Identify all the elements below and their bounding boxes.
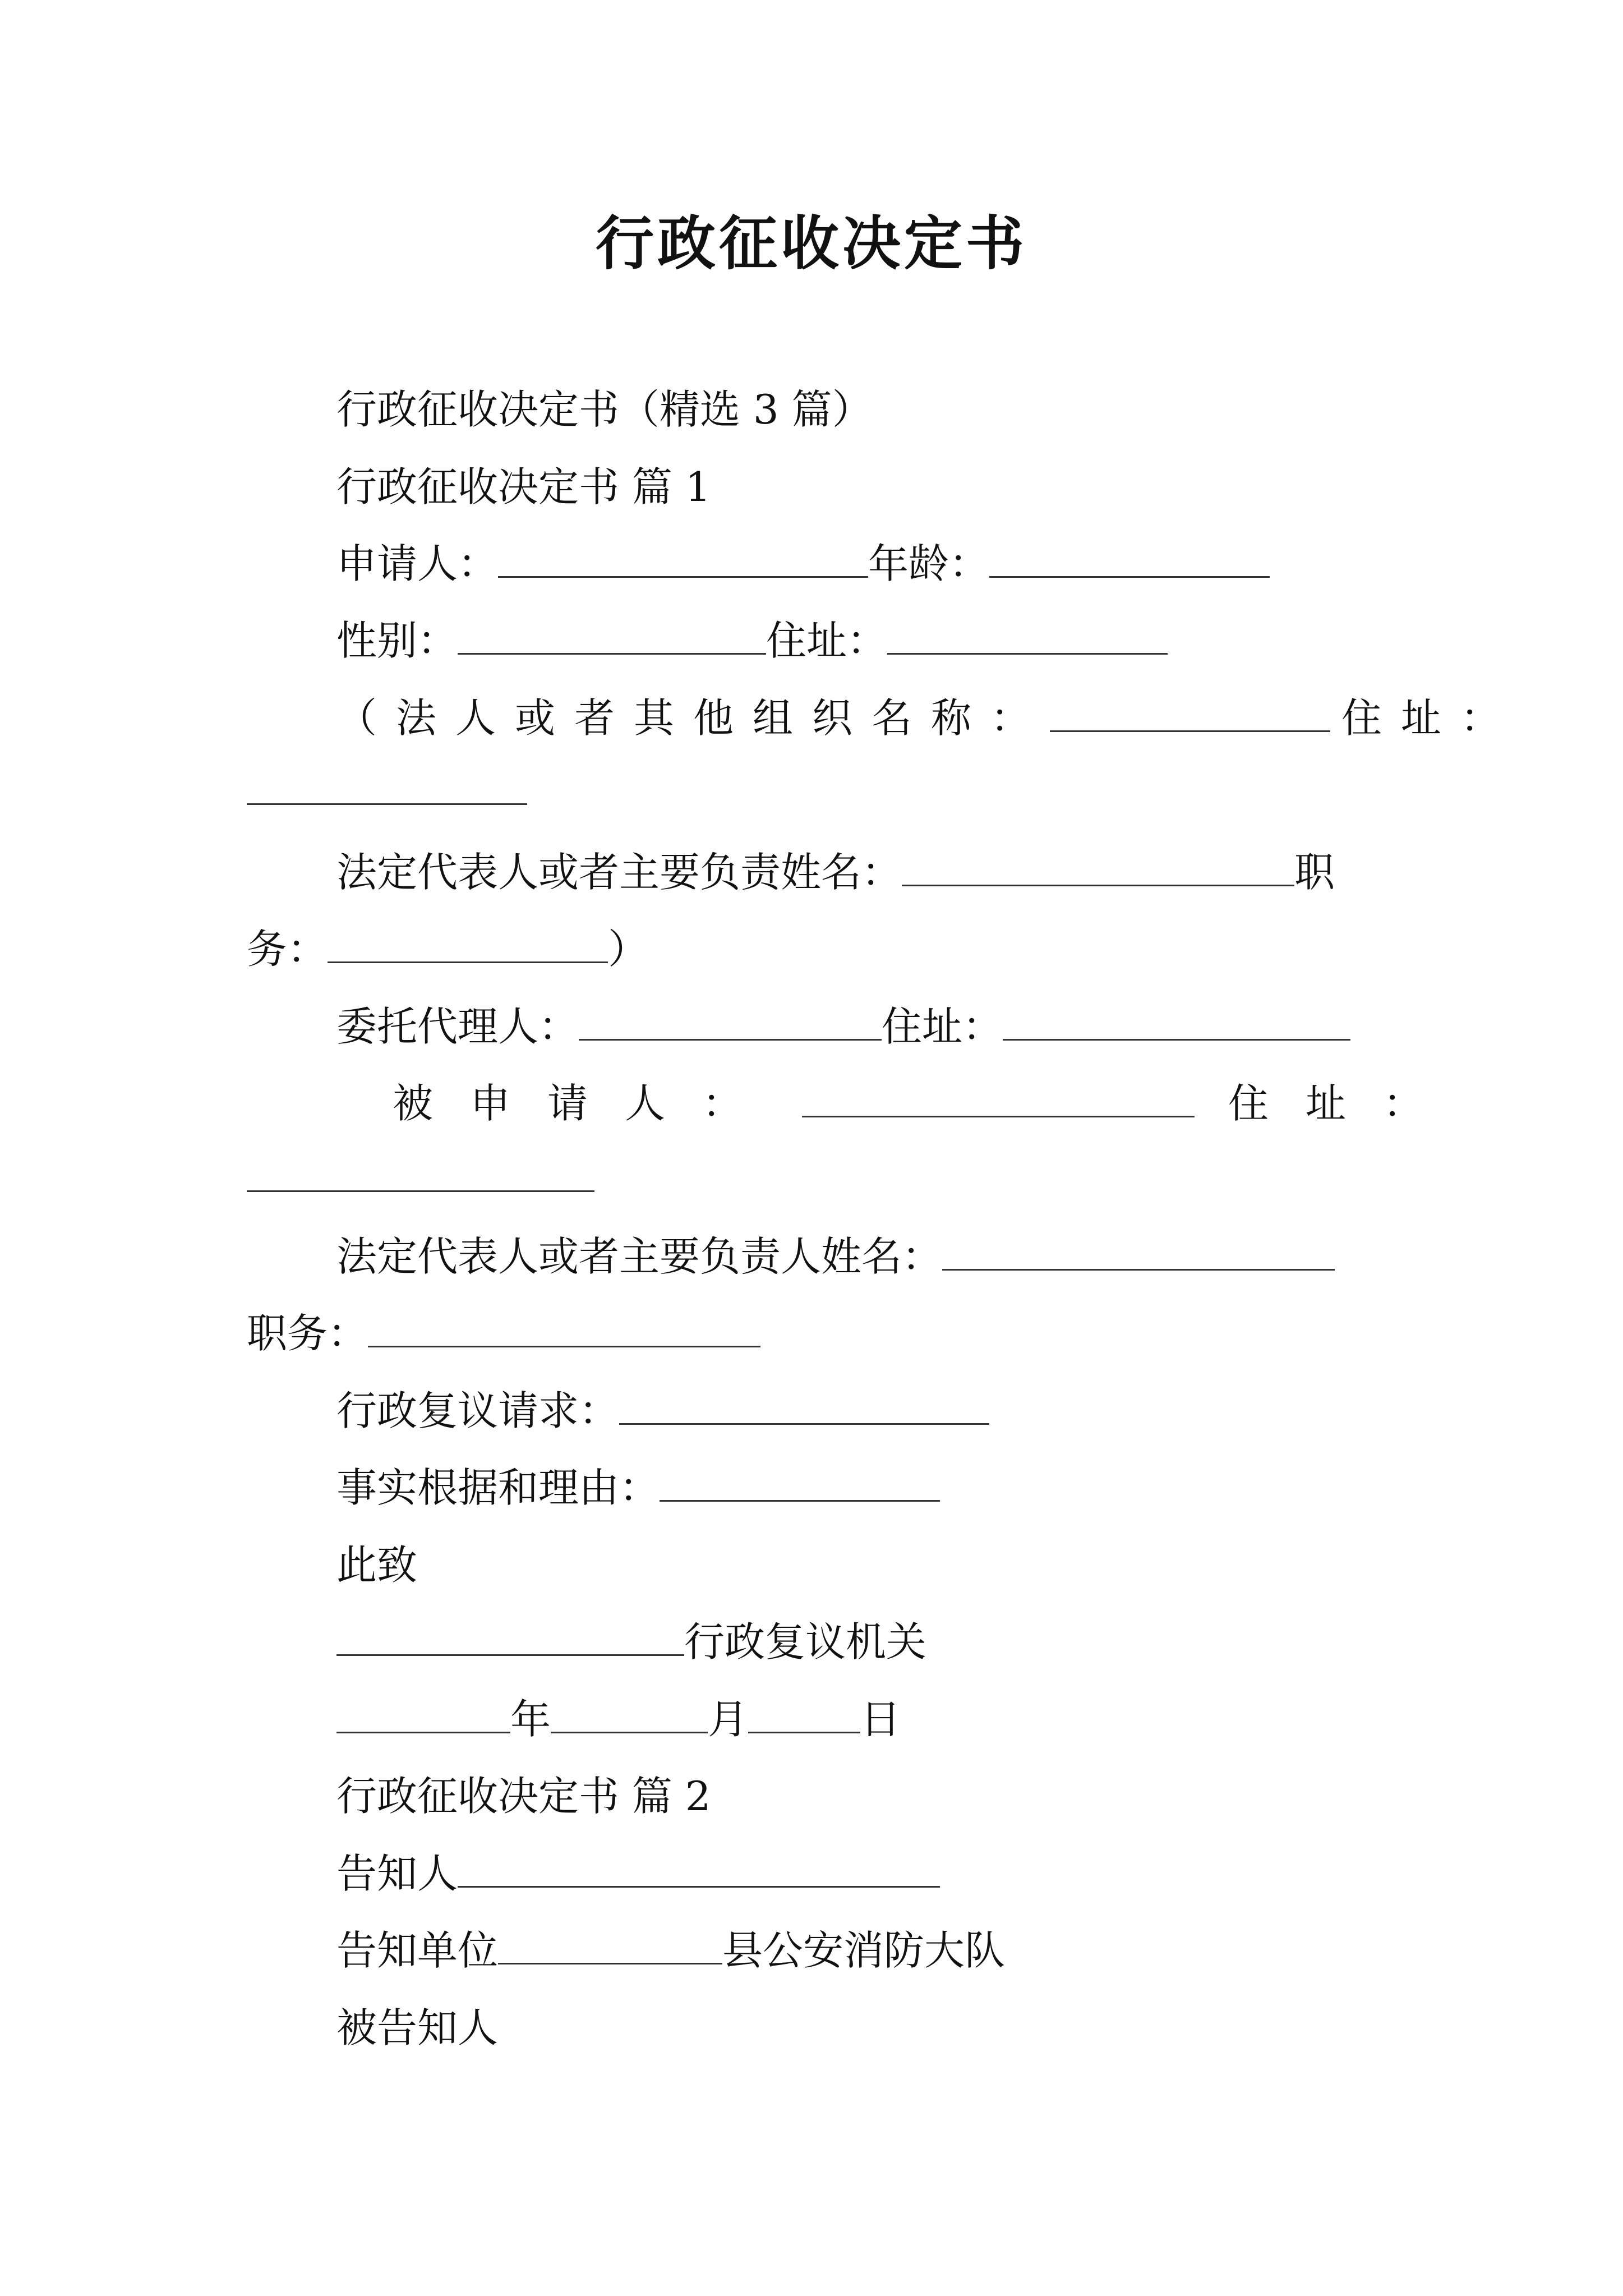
facts-label: 事实根据和理由： [336,1464,660,1511]
notify-unit-suffix: 县公安消防大队 [722,1927,1006,1974]
gender-line [336,613,1168,669]
month-blank[interactable] [551,1692,708,1733]
org-line [336,690,1520,746]
organ-blank[interactable] [336,1615,684,1656]
section1-heading: 行政征收决定书 篇 1 [336,463,711,510]
facts-blank[interactable] [660,1461,940,1502]
org-address-line [247,763,527,819]
duty-label: 务： [247,926,328,973]
respondent-address-label: 住址： [1228,1080,1461,1127]
month-label: 月 [708,1696,749,1743]
notifier-blank[interactable] [458,1847,940,1888]
gender-label: 性别： [336,617,458,664]
section2-heading: 行政征收决定书 篇 2 [336,1773,711,1820]
respondent-address-blank[interactable] [247,1151,594,1192]
agent-address-blank[interactable] [1003,1000,1350,1041]
notified-line: 被告知人 [336,2004,499,2051]
date-line [336,1691,901,1747]
applicant-label: 申请人： [336,540,499,587]
duty2-line [247,1305,760,1361]
legal-rep-line [336,844,1335,900]
duty2-blank[interactable] [368,1306,760,1347]
org-blank[interactable] [1050,691,1330,732]
respondent-line [393,1075,1460,1131]
notifier-line [336,1846,940,1902]
legal-rep-label: 法定代表人或者主要负责姓名： [336,849,902,896]
legal-rep-blank[interactable] [902,845,1294,886]
day-blank[interactable] [748,1692,860,1733]
legal-rep2-line [336,1228,1335,1285]
duty-blank[interactable] [328,922,608,963]
applicant-line [336,536,1270,592]
age-label: 年龄： [868,540,990,587]
agent-blank[interactable] [579,1000,882,1041]
duty-line [247,921,648,977]
day-label: 日 [860,1696,901,1743]
respondent-label: 被申请人： [393,1080,780,1127]
gender-blank[interactable] [458,614,766,655]
agent-line [336,999,1350,1055]
duty2-label: 职务： [247,1310,368,1357]
review-request-blank[interactable] [619,1384,989,1425]
applicant-blank[interactable] [498,537,868,578]
legal-rep2-blank[interactable] [942,1230,1335,1271]
year-label: 年 [510,1696,551,1743]
notify-unit-blank[interactable] [498,1924,722,1964]
agent-address-label: 住址： [882,1003,1003,1050]
facts-line [336,1460,940,1516]
to-line: 此致 [336,1542,418,1589]
respondent-address-line [247,1150,594,1206]
review-request-line [336,1383,989,1439]
org-address-blank[interactable] [247,764,527,805]
organ-line [336,1614,926,1670]
legal-rep2-label: 法定代表人或者主要负责人姓名： [336,1233,943,1280]
review-request-label: 行政复议请求： [336,1387,620,1434]
duty-prefix: 职 [1294,849,1335,896]
close-paren: ） [608,926,649,973]
respondent-blank[interactable] [802,1076,1195,1117]
notifier-label: 告知人 [336,1850,458,1897]
subtitle: 行政征收决定书（精选 3 篇） [336,386,873,433]
year-blank[interactable] [336,1692,510,1733]
document-title: 行政征收决定书 [595,209,1027,278]
org-label: （法人或者其他组织名称： [336,694,1050,742]
notify-unit-line [336,1922,1005,1978]
age-blank[interactable] [989,537,1270,578]
org-address-label: 住址： [1341,694,1520,742]
notify-unit-label: 告知单位 [336,1927,499,1974]
address-label: 住址： [766,617,888,664]
agent-label: 委托代理人： [336,1003,579,1050]
address-blank[interactable] [887,614,1168,655]
organ-label: 行政复议机关 [684,1618,927,1665]
